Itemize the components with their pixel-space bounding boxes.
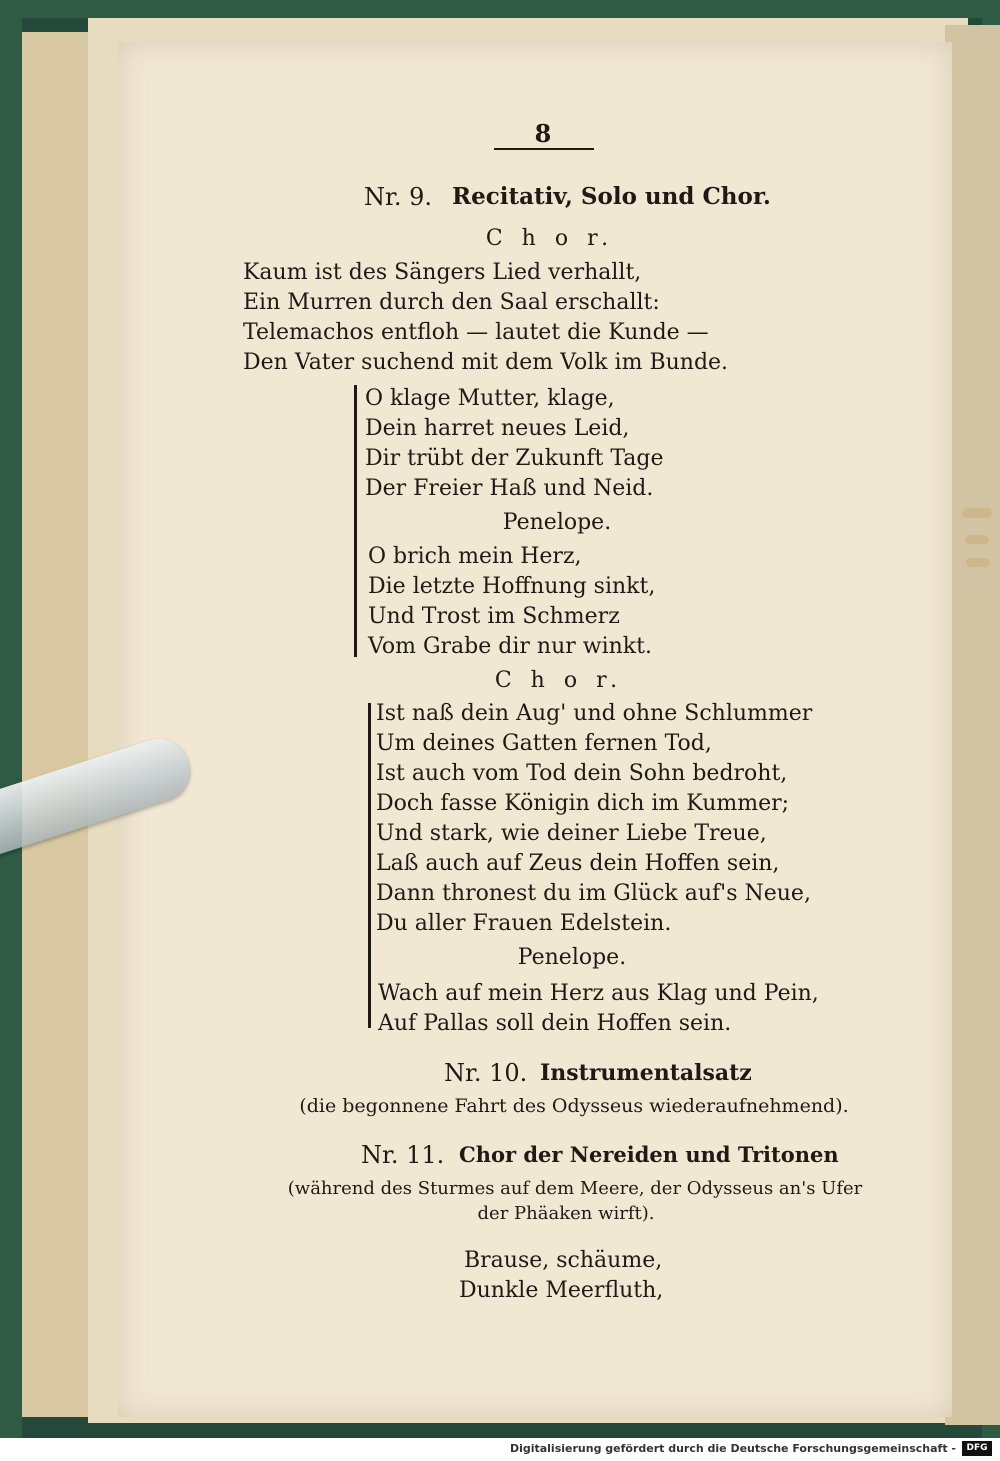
page-number-rule (494, 148, 594, 150)
binding-thread (962, 508, 992, 518)
page-number: 8 (534, 119, 552, 148)
chor-line: Um deines Gatten fernen Tod, (376, 731, 712, 756)
binding-thread (966, 558, 990, 567)
footer-credit: Digitalisierung gefördert durch die Deutsche Forschungsgemeinschaft - (509, 1442, 956, 1455)
penelope-line: Und Trost im Schmerz (368, 604, 620, 629)
penelope-line: Die letzte Hoffnung sinkt, (368, 574, 656, 599)
chor-line: Dir trübt der Zukunft Tage (365, 446, 664, 471)
section-10-title: Instrumentalsatz (540, 1060, 752, 1086)
speaker-penelope: Penelope. (502, 510, 612, 535)
intro-line: Ein Murren durch den Saal erschallt: (243, 290, 660, 315)
penelope-line: Wach auf mein Herz aus Klag und Pein, (378, 981, 819, 1006)
speaker-penelope: Penelope. (517, 945, 627, 970)
brace-left (354, 385, 357, 657)
verse-line: Dunkle Meerfluth, (459, 1278, 664, 1303)
chor-line: Der Freier Haß und Neid. (365, 476, 654, 501)
chor-line: Du aller Frauen Edelstein. (376, 911, 672, 936)
section-11-subtitle: (während des Sturmes auf dem Meere, der Odysseus an's Ufer (287, 1178, 863, 1199)
page-edge (945, 25, 1000, 1425)
verse-line: Brause, schäume, (464, 1248, 663, 1273)
chor-line: O klage Mutter, klage, (365, 386, 615, 411)
section-10-number: Nr. 10. (444, 1059, 528, 1087)
footer-bar (0, 1438, 1000, 1461)
penelope-line: O brich mein Herz, (368, 544, 582, 569)
section-10-subtitle: (die begonnene Fahrt des Odysseus wiederaufnehmend). (299, 1095, 849, 1117)
chor-line: Doch fasse Königin dich im Kummer; (376, 791, 790, 816)
brace-left (368, 703, 371, 1028)
speaker-chor: C h o r. (494, 668, 624, 693)
penelope-line: Auf Pallas soll dein Hoffen sein. (378, 1011, 732, 1036)
dfg-logo: DFG (962, 1441, 992, 1456)
binding-thread (965, 535, 989, 544)
chor-line: Und stark, wie deiner Liebe Treue, (376, 821, 767, 846)
section-9-title: Recitativ, Solo und Chor. (452, 183, 771, 210)
intro-line: Telemachos entfloh — lautet die Kunde — (243, 320, 709, 345)
chor-line: Dein harret neues Leid, (365, 416, 630, 441)
section-11-title: Chor der Nereiden und Tritonen (459, 1142, 839, 1167)
intro-line: Den Vater suchend mit dem Volk im Bunde. (243, 350, 729, 375)
penelope-line: Vom Grabe dir nur winkt. (368, 634, 652, 659)
section-11-number: Nr. 11. (361, 1141, 445, 1169)
chor-line: Laß auch auf Zeus dein Hoffen sein, (376, 851, 780, 876)
intro-line: Kaum ist des Sängers Lied verhallt, (243, 260, 642, 285)
speaker-chor: C h o r. (485, 226, 615, 251)
section-11-subtitle: der Phäaken wirft). (477, 1203, 655, 1224)
chor-line: Ist auch vom Tod dein Sohn bedroht, (376, 761, 788, 786)
chor-line: Dann thronest du im Glück auf's Neue, (376, 881, 811, 906)
section-9-number: Nr. 9. (364, 183, 432, 211)
chor-line: Ist naß dein Aug' und ohne Schlummer (376, 701, 813, 726)
